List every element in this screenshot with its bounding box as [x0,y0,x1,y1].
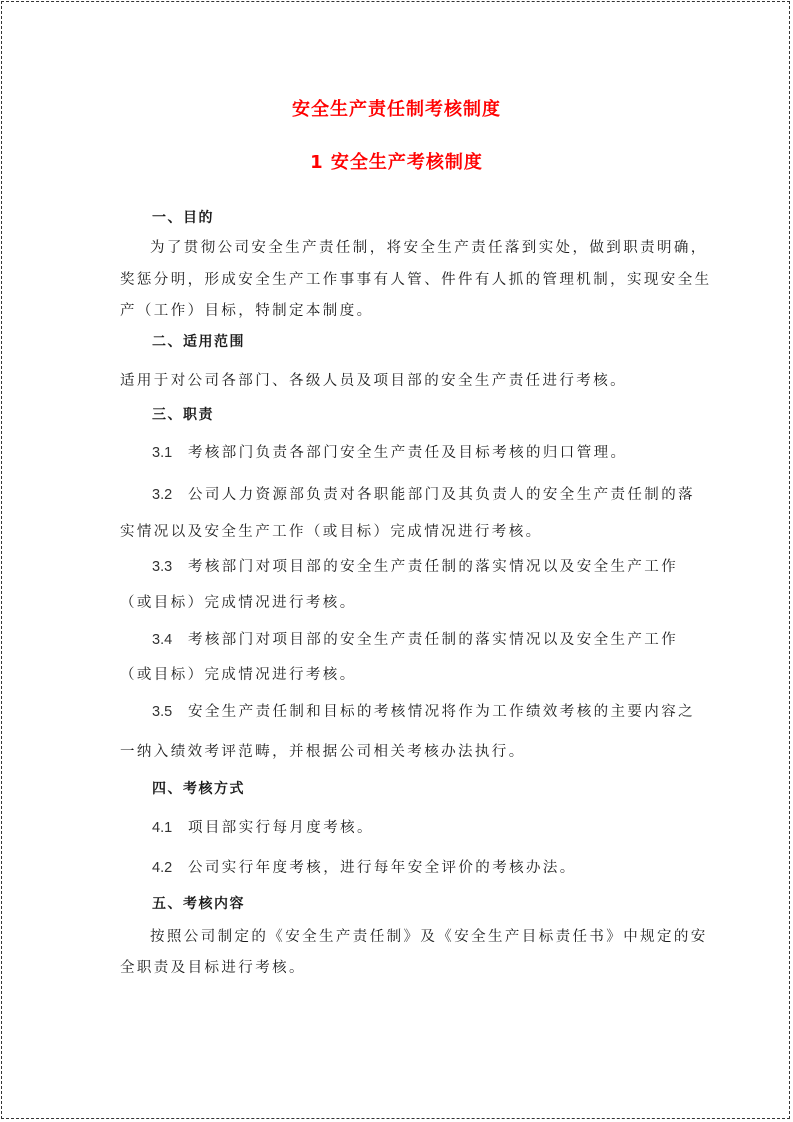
item-number: 3.1 [152,445,173,461]
list-item-4-2: 4.2 公司实行年度考核，进行每年安全评价的考核办法。 [152,860,577,876]
paragraph-line: （或目标）完成情况进行考核。 [120,595,357,611]
list-item-3-4: 3.4 考核部门对项目部的安全生产责任制的落实情况以及安全生产工作 [152,632,679,648]
list-item-3-5: 3.5 安全生产责任制和目标的考核情况将作为工作绩效考核的主要内容之 [152,704,695,720]
section-heading-duties: 三、职责 [152,407,214,423]
document-title: 安全生产责任制考核制度 [292,99,501,120]
paragraph-line: 一纳入绩效考评范畴，并根据公司相关考核办法执行。 [120,744,526,760]
paragraph-line: 适用于对公司各部门、各级人员及项目部的安全生产责任进行考核。 [120,373,627,389]
section-heading-purpose: 一、目的 [152,210,214,226]
item-number: 3.3 [152,559,173,575]
paragraph-line: 实情况以及安全生产工作（或目标）完成情况进行考核。 [120,524,543,540]
paragraph-line: 奖惩分明，形成安全生产工作事事有人管、件件有人抓的管理机制，实现安全生 [120,272,712,288]
paragraph-line: 按照公司制定的《安全生产责任制》及《安全生产目标责任书》中规定的安 [150,929,708,945]
paragraph-line: 产（工作）目标，特制定本制度。 [120,303,374,319]
list-item-3-3: 3.3 考核部门对项目部的安全生产责任制的落实情况以及安全生产工作 [152,559,679,575]
item-number: 3.5 [152,704,173,720]
item-number: 4.2 [152,860,173,876]
paragraph-line: （或目标）完成情况进行考核。 [120,667,357,683]
list-item-3-1: 3.1 考核部门负责各部门安全生产责任及目标考核的归口管理。 [152,445,628,461]
item-number: 3.2 [152,487,173,503]
list-item-4-1: 4.1 项目部实行每月度考核。 [152,820,374,836]
section-heading-content: 五、考核内容 [152,896,245,912]
paragraph-line: 全职责及目标进行考核。 [120,960,306,976]
list-item-3-2: 3.2 公司人力资源部负责对各职能部门及其负责人的安全生产责任制的落 [152,487,695,503]
section-heading-method: 四、考核方式 [152,781,245,797]
document-subtitle: 1 安全生产考核制度 [310,152,483,173]
item-number: 4.1 [152,820,173,836]
item-number: 3.4 [152,632,173,648]
paragraph-line: 为了贯彻公司安全生产责任制，将安全生产责任落到实处，做到职责明确， [150,240,708,256]
section-heading-scope: 二、适用范围 [152,334,245,350]
